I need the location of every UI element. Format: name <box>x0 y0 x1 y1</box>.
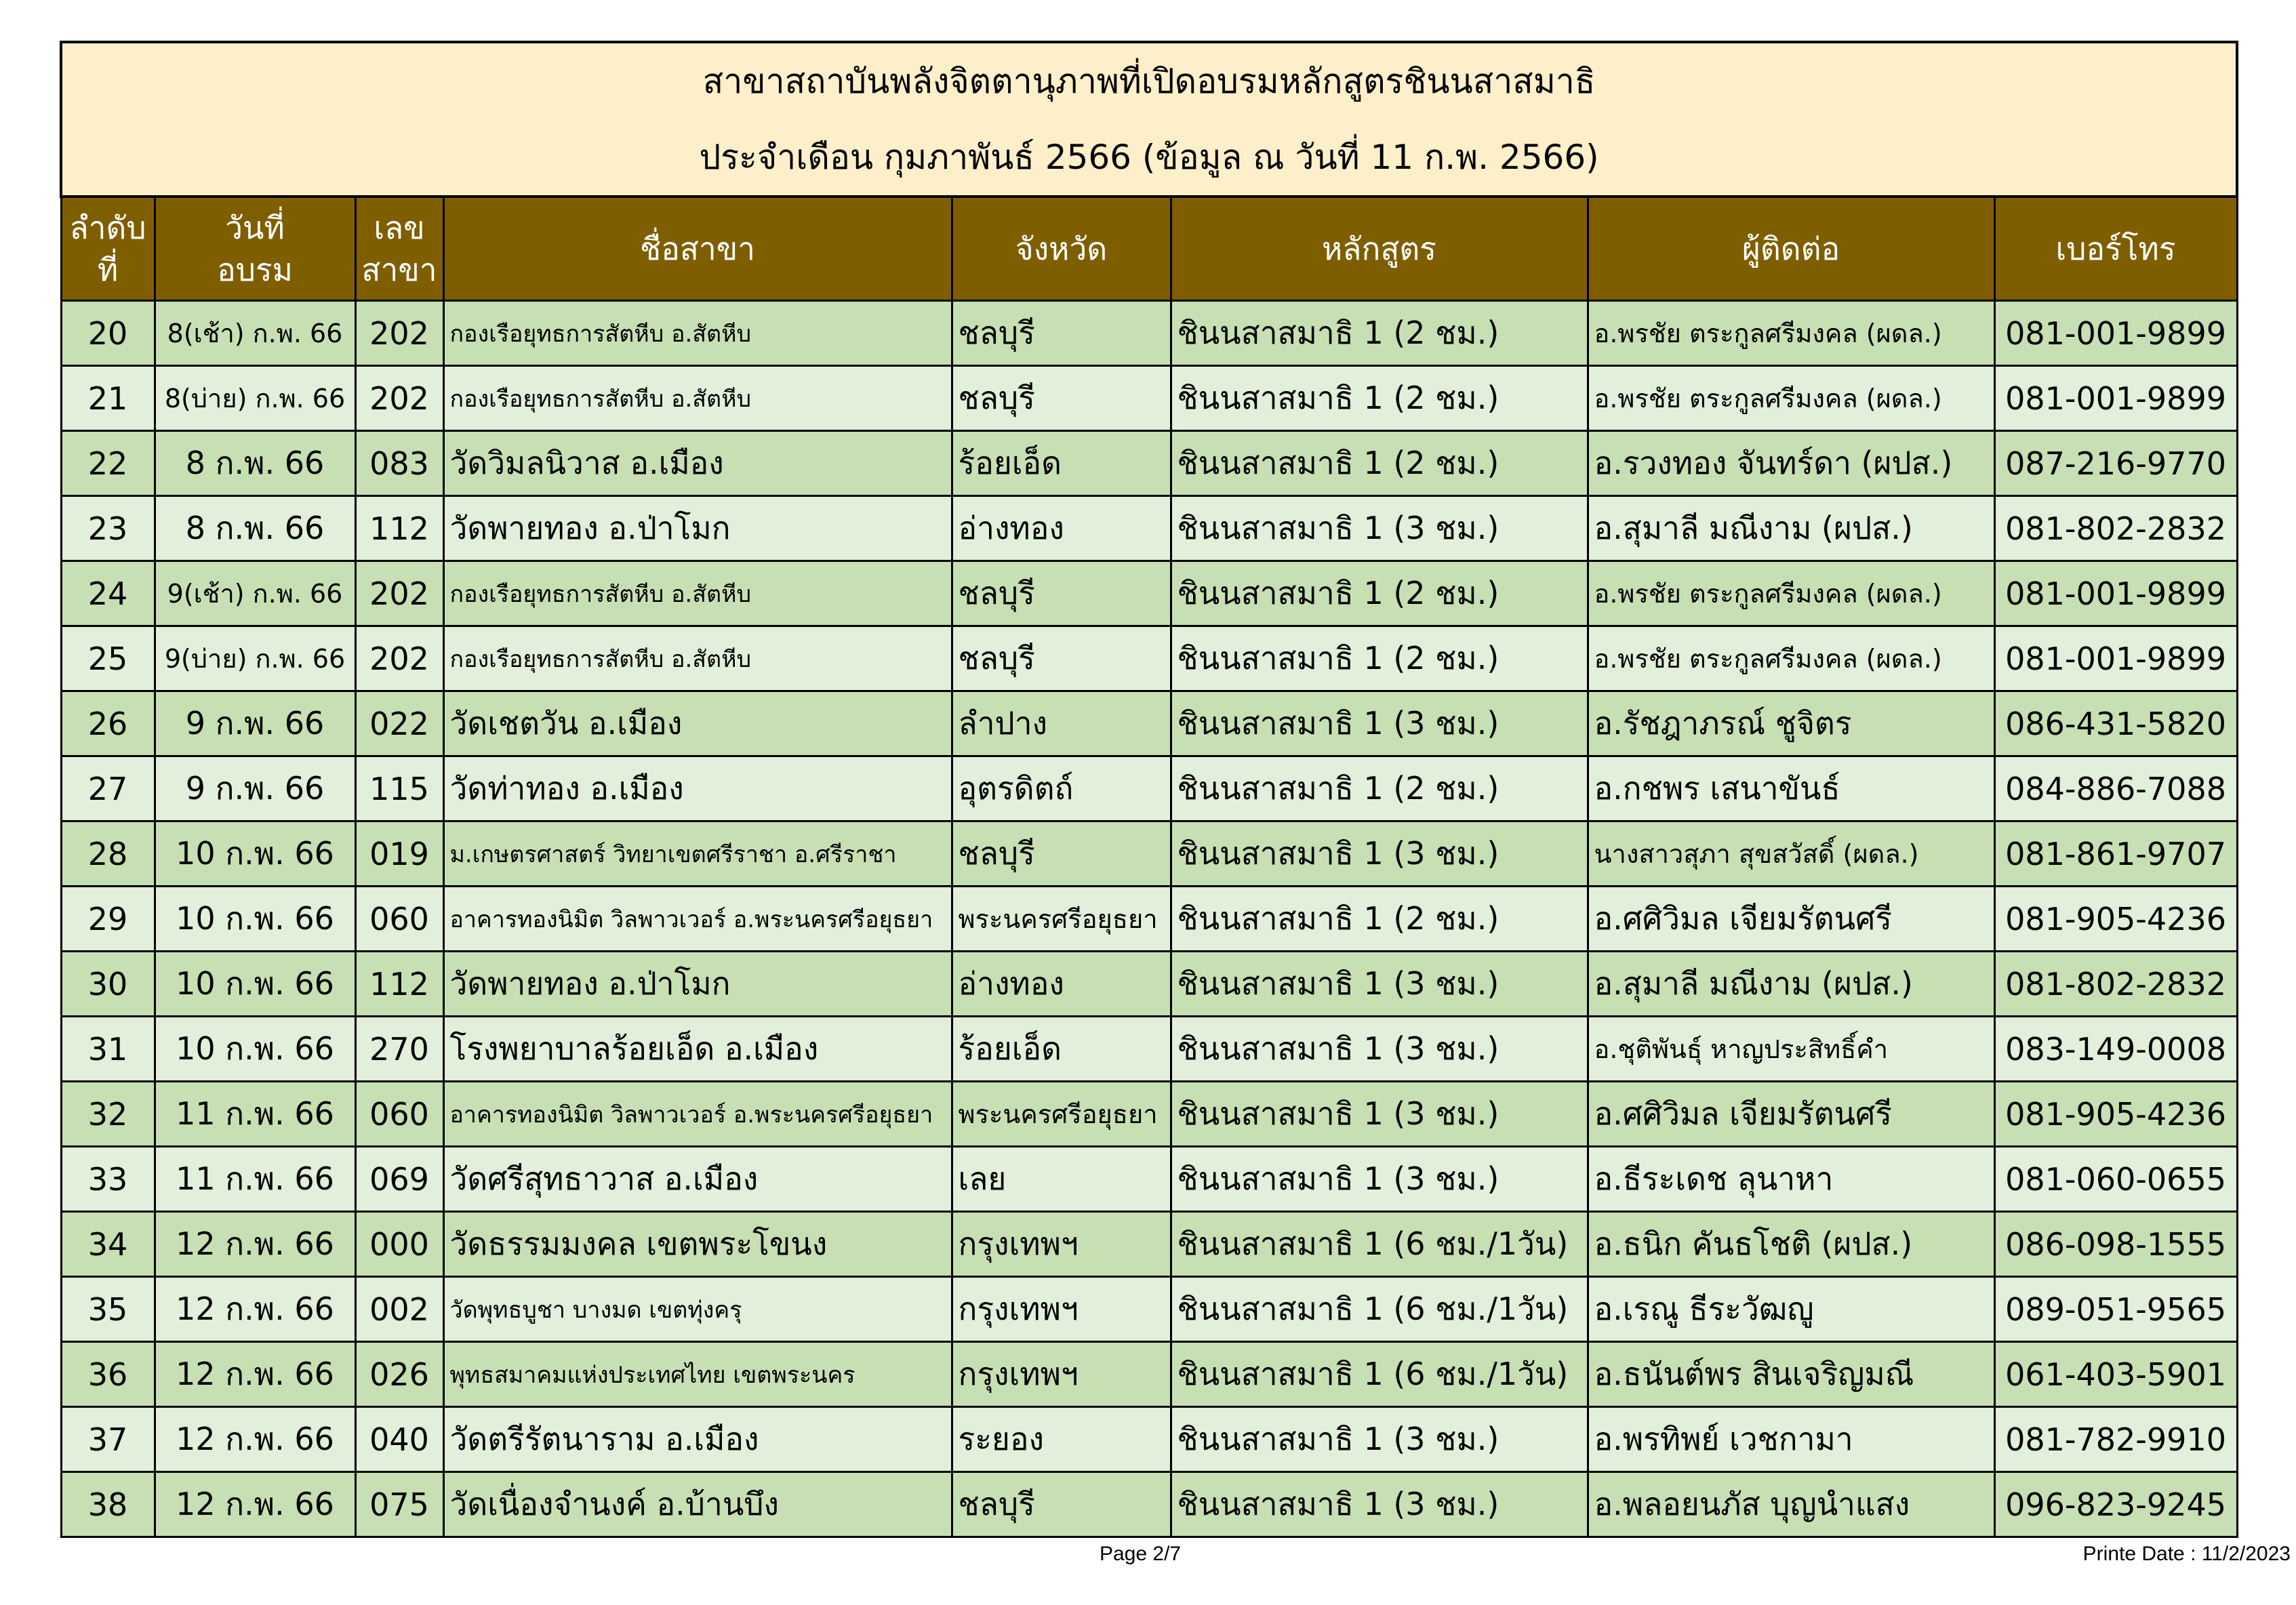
table-row <box>61 821 2237 887</box>
cell-province: กรุงเทพฯ <box>952 1277 1171 1342</box>
cell-province: ร้อยเอ็ด <box>952 431 1171 496</box>
header-seq <box>61 197 155 301</box>
cell-branch-no: 000 <box>355 1212 443 1277</box>
title-row <box>61 42 2237 197</box>
cell-branch-no: 115 <box>355 756 443 821</box>
cell-course: ชินนสาสมาธิ 1 (3 ชม.) <box>1171 1147 1588 1212</box>
table-row <box>61 561 2237 626</box>
table-row <box>61 1147 2237 1212</box>
cell-date: 12 ก.พ. 66 <box>155 1407 355 1472</box>
schedule-sheet <box>60 41 2236 1538</box>
table-row <box>61 1342 2237 1407</box>
cell-branch-no: 026 <box>355 1342 443 1407</box>
cell-phone: 081-802-2832 <box>1994 952 2237 1017</box>
cell-province: กรุงเทพฯ <box>952 1342 1171 1407</box>
cell-branch-name: พุทธสมาคมแห่งประเทศไทย เขตพระนคร <box>443 1342 952 1407</box>
cell-contact: อ.พรชัย ตระกูลศรีมงคล (ผดล.) <box>1588 301 1994 366</box>
header-date-line2: อบรม <box>217 251 293 288</box>
cell-date: 12 ก.พ. 66 <box>155 1277 355 1342</box>
cell-branch-no: 060 <box>355 1082 443 1147</box>
cell-contact: อ.พรทิพย์ เวชกามา <box>1588 1407 1994 1472</box>
cell-course: ชินนสาสมาธิ 1 (3 ชม.) <box>1171 1017 1588 1082</box>
cell-contact: อ.พรชัย ตระกูลศรีมงคล (ผดล.) <box>1588 626 1994 691</box>
cell-province: ชลบุรี <box>952 821 1171 887</box>
table-body <box>61 301 2237 1537</box>
cell-course: ชินนสาสมาธิ 1 (2 ชม.) <box>1171 366 1588 431</box>
cell-date: 8 ก.พ. 66 <box>155 496 355 561</box>
cell-branch-name: อาคารทองนิมิต วิลพาวเวอร์ อ.พระนครศรีอยุธยา <box>443 887 952 952</box>
cell-course: ชินนสาสมาธิ 1 (3 ชม.) <box>1171 496 1588 561</box>
cell-date: 12 ก.พ. 66 <box>155 1472 355 1537</box>
header-branch-no <box>355 197 443 301</box>
cell-course: ชินนสาสมาธิ 1 (2 ชม.) <box>1171 887 1588 952</box>
cell-province: เลย <box>952 1147 1171 1212</box>
cell-branch-no: 202 <box>355 561 443 626</box>
cell-seq: 34 <box>61 1212 155 1277</box>
header-contact: ผู้ติดต่อ <box>1588 197 1994 301</box>
cell-province: ชลบุรี <box>952 626 1171 691</box>
cell-course: ชินนสาสมาธิ 1 (3 ชม.) <box>1171 1472 1588 1537</box>
cell-phone: 089-051-9565 <box>1994 1277 2237 1342</box>
cell-branch-no: 040 <box>355 1407 443 1472</box>
cell-seq: 24 <box>61 561 155 626</box>
cell-branch-name: อาคารทองนิมิต วิลพาวเวอร์ อ.พระนครศรีอยุธยา <box>443 1082 952 1147</box>
cell-phone: 081-861-9707 <box>1994 821 2237 887</box>
cell-branch-name: วัดศรีสุทธาวาส อ.เมือง <box>443 1147 952 1212</box>
cell-province: ร้อยเอ็ด <box>952 1017 1171 1082</box>
cell-province: อุตรดิตถ์ <box>952 756 1171 821</box>
cell-province: อ่างทอง <box>952 952 1171 1017</box>
table-row <box>61 756 2237 821</box>
table-row <box>61 1277 2237 1342</box>
header-row <box>61 197 2237 301</box>
cell-seq: 36 <box>61 1342 155 1407</box>
cell-province: ชลบุรี <box>952 561 1171 626</box>
table-row <box>61 366 2237 431</box>
cell-contact: อ.รัชฎาภรณ์ ชูจิตร <box>1588 691 1994 756</box>
cell-branch-no: 112 <box>355 952 443 1017</box>
cell-contact: อ.ศศิวิมล เจียมรัตนศรี <box>1588 1082 1994 1147</box>
cell-province: พระนครศรีอยุธยา <box>952 887 1171 952</box>
cell-date: 11 ก.พ. 66 <box>155 1147 355 1212</box>
cell-date: 9(บ่าย) ก.พ. 66 <box>155 626 355 691</box>
cell-date: 9(เช้า) ก.พ. 66 <box>155 561 355 626</box>
cell-contact: อ.ศศิวิมล เจียมรัตนศรี <box>1588 887 1994 952</box>
cell-seq: 22 <box>61 431 155 496</box>
cell-course: ชินนสาสมาธิ 1 (2 ชม.) <box>1171 561 1588 626</box>
cell-seq: 26 <box>61 691 155 756</box>
table-row <box>61 887 2237 952</box>
cell-branch-no: 060 <box>355 887 443 952</box>
cell-phone: 084-886-7088 <box>1994 756 2237 821</box>
cell-seq: 33 <box>61 1147 155 1212</box>
cell-phone: 083-149-0008 <box>1994 1017 2237 1082</box>
cell-seq: 27 <box>61 756 155 821</box>
cell-province: ชลบุรี <box>952 301 1171 366</box>
cell-date: 9 ก.พ. 66 <box>155 756 355 821</box>
header-branch-no-line2: สาขา <box>361 251 437 288</box>
cell-province: ลำปาง <box>952 691 1171 756</box>
cell-course: ชินนสาสมาธิ 1 (6 ชม./1วัน) <box>1171 1212 1588 1277</box>
cell-branch-name: วัดท่าทอง อ.เมือง <box>443 756 952 821</box>
cell-branch-name: กองเรือยุทธการสัตหีบ อ.สัตหีบ <box>443 561 952 626</box>
header-date <box>155 197 355 301</box>
cell-contact: อ.ธีระเดช ลุนาหา <box>1588 1147 1994 1212</box>
table-row <box>61 431 2237 496</box>
cell-seq: 20 <box>61 301 155 366</box>
cell-date: 9 ก.พ. 66 <box>155 691 355 756</box>
cell-branch-no: 022 <box>355 691 443 756</box>
cell-contact: อ.สุมาลี มณีงาม (ผปส.) <box>1588 496 1994 561</box>
cell-branch-no: 270 <box>355 1017 443 1082</box>
cell-contact: อ.พรชัย ตระกูลศรีมงคล (ผดล.) <box>1588 561 1994 626</box>
cell-contact: อ.ธนิก คันธโชติ (ผปส.) <box>1588 1212 1994 1277</box>
cell-phone: 081-782-9910 <box>1994 1407 2237 1472</box>
cell-seq: 28 <box>61 821 155 887</box>
cell-province: ชลบุรี <box>952 366 1171 431</box>
cell-branch-name: วัดพุทธบูชา บางมด เขตทุ่งครุ <box>443 1277 952 1342</box>
cell-date: 10 ก.พ. 66 <box>155 887 355 952</box>
cell-branch-name: วัดพายทอง อ.ป่าโมก <box>443 952 952 1017</box>
cell-contact: อ.ชุติพันธุ์ หาญประสิทธิ์คำ <box>1588 1017 1994 1082</box>
cell-province: ชลบุรี <box>952 1472 1171 1537</box>
cell-date: 12 ก.พ. 66 <box>155 1342 355 1407</box>
cell-province: กรุงเทพฯ <box>952 1212 1171 1277</box>
cell-phone: 081-001-9899 <box>1994 366 2237 431</box>
cell-phone: 061-403-5901 <box>1994 1342 2237 1407</box>
cell-branch-name: วัดธรรมมงคล เขตพระโขนง <box>443 1212 952 1277</box>
cell-date: 8(บ่าย) ก.พ. 66 <box>155 366 355 431</box>
cell-seq: 35 <box>61 1277 155 1342</box>
cell-branch-no: 075 <box>355 1472 443 1537</box>
cell-date: 11 ก.พ. 66 <box>155 1082 355 1147</box>
cell-phone: 081-905-4236 <box>1994 1082 2237 1147</box>
cell-date: 8 ก.พ. 66 <box>155 431 355 496</box>
cell-branch-name: วัดเนื่องจำนงค์ อ.บ้านบึง <box>443 1472 952 1537</box>
cell-course: ชินนสาสมาธิ 1 (6 ชม./1วัน) <box>1171 1277 1588 1342</box>
cell-branch-no: 069 <box>355 1147 443 1212</box>
header-date-line1: วันที่ <box>225 209 285 246</box>
table-row <box>61 301 2237 366</box>
cell-course: ชินนสาสมาธิ 1 (6 ชม./1วัน) <box>1171 1342 1588 1407</box>
schedule-table <box>60 41 2238 1538</box>
table-row <box>61 1082 2237 1147</box>
header-course: หลักสูตร <box>1171 197 1588 301</box>
table-row <box>61 1212 2237 1277</box>
cell-contact: อ.พลอยนภัส บุญนำแสง <box>1588 1472 1994 1537</box>
cell-contact: อ.เรณู ธีระวัฒญู <box>1588 1277 1994 1342</box>
cell-date: 10 ก.พ. 66 <box>155 821 355 887</box>
table-row <box>61 1472 2237 1537</box>
cell-branch-no: 019 <box>355 821 443 887</box>
cell-phone: 086-431-5820 <box>1994 691 2237 756</box>
cell-seq: 32 <box>61 1082 155 1147</box>
cell-province: อ่างทอง <box>952 496 1171 561</box>
cell-branch-name: วัดตรีรัตนาราม อ.เมือง <box>443 1407 952 1472</box>
cell-seq: 25 <box>61 626 155 691</box>
table-row <box>61 691 2237 756</box>
header-province: จังหวัด <box>952 197 1171 301</box>
cell-branch-no: 202 <box>355 301 443 366</box>
cell-contact: อ.พรชัย ตระกูลศรีมงคล (ผดล.) <box>1588 366 1994 431</box>
cell-phone: 081-001-9899 <box>1994 561 2237 626</box>
cell-course: ชินนสาสมาธิ 1 (3 ชม.) <box>1171 1407 1588 1472</box>
cell-course: ชินนสาสมาธิ 1 (3 ชม.) <box>1171 952 1588 1017</box>
cell-seq: 29 <box>61 887 155 952</box>
cell-province: พระนครศรีอยุธยา <box>952 1082 1171 1147</box>
header-seq-line1: ลำดับ <box>69 209 146 246</box>
cell-course: ชินนสาสมาธิ 1 (2 ชม.) <box>1171 756 1588 821</box>
cell-date: 8(เช้า) ก.พ. 66 <box>155 301 355 366</box>
cell-phone: 081-001-9899 <box>1994 301 2237 366</box>
title-line-1: สาขาสถาบันพลังจิตตานุภาพที่เปิดอบรมหลักสูตรชินนสาสมาธิ <box>702 62 1596 101</box>
cell-course: ชินนสาสมาธิ 1 (2 ชม.) <box>1171 626 1588 691</box>
cell-date: 10 ก.พ. 66 <box>155 952 355 1017</box>
cell-phone: 086-098-1555 <box>1994 1212 2237 1277</box>
print-date: Printe Date : 11/2/2023 <box>2082 1543 2291 1565</box>
cell-branch-name: วัดวิมลนิวาส อ.เมือง <box>443 431 952 496</box>
cell-course: ชินนสาสมาธิ 1 (2 ชม.) <box>1171 431 1588 496</box>
table-row <box>61 626 2237 691</box>
cell-contact: อ.สุมาลี มณีงาม (ผปส.) <box>1588 952 1994 1017</box>
table-row <box>61 952 2237 1017</box>
cell-branch-name: วัดพายทอง อ.ป่าโมก <box>443 496 952 561</box>
cell-contact: อ.รวงทอง จันทร์ดา (ผปส.) <box>1588 431 1994 496</box>
cell-branch-name: กองเรือยุทธการสัตหีบ อ.สัตหีบ <box>443 626 952 691</box>
page-number: Page 2/7 <box>1100 1543 1182 1565</box>
header-branch-no-line1: เลข <box>374 209 425 246</box>
cell-branch-no: 002 <box>355 1277 443 1342</box>
title-cell <box>61 42 2237 197</box>
cell-phone: 087-216-9770 <box>1994 431 2237 496</box>
cell-contact: นางสาวสุภา สุขสวัสดิ์ (ผดล.) <box>1588 821 1994 887</box>
cell-branch-name: วัดเชตวัน อ.เมือง <box>443 691 952 756</box>
cell-course: ชินนสาสมาธิ 1 (2 ชม.) <box>1171 301 1588 366</box>
cell-province: ระยอง <box>952 1407 1171 1472</box>
cell-branch-no: 202 <box>355 366 443 431</box>
cell-date: 12 ก.พ. 66 <box>155 1212 355 1277</box>
table-row <box>61 496 2237 561</box>
header-phone: เบอร์โทร <box>1994 197 2237 301</box>
title-line-2: ประจำเดือน กุมภาพันธ์ 2566 (ข้อมูล ณ วันที่ 11 ก.พ. 2566) <box>699 138 1599 177</box>
cell-phone: 081-905-4236 <box>1994 887 2237 952</box>
cell-course: ชินนสาสมาธิ 1 (3 ชม.) <box>1171 821 1588 887</box>
cell-branch-name: กองเรือยุทธการสัตหีบ อ.สัตหีบ <box>443 301 952 366</box>
cell-seq: 30 <box>61 952 155 1017</box>
table-row <box>61 1017 2237 1082</box>
cell-seq: 38 <box>61 1472 155 1537</box>
cell-branch-no: 112 <box>355 496 443 561</box>
cell-date: 10 ก.พ. 66 <box>155 1017 355 1082</box>
cell-phone: 081-060-0655 <box>1994 1147 2237 1212</box>
cell-branch-name: โรงพยาบาลร้อยเอ็ด อ.เมือง <box>443 1017 952 1082</box>
cell-phone: 081-802-2832 <box>1994 496 2237 561</box>
table-row <box>61 1407 2237 1472</box>
cell-branch-no: 083 <box>355 431 443 496</box>
cell-branch-name: กองเรือยุทธการสัตหีบ อ.สัตหีบ <box>443 366 952 431</box>
cell-seq: 23 <box>61 496 155 561</box>
cell-contact: อ.ธนันต์พร สินเจริญมณี <box>1588 1342 1994 1407</box>
cell-course: ชินนสาสมาธิ 1 (3 ชม.) <box>1171 1082 1588 1147</box>
cell-branch-no: 202 <box>355 626 443 691</box>
header-branch-name: ชื่อสาขา <box>443 197 952 301</box>
cell-branch-name: ม.เกษตรศาสตร์ วิทยาเขตศรีราชา อ.ศรีราชา <box>443 821 952 887</box>
cell-phone: 081-001-9899 <box>1994 626 2237 691</box>
cell-seq: 21 <box>61 366 155 431</box>
cell-course: ชินนสาสมาธิ 1 (3 ชม.) <box>1171 691 1588 756</box>
cell-seq: 31 <box>61 1017 155 1082</box>
cell-seq: 37 <box>61 1407 155 1472</box>
header-seq-line2: ที่ <box>97 251 119 288</box>
cell-phone: 096-823-9245 <box>1994 1472 2237 1537</box>
cell-contact: อ.กชพร เสนาขันธ์ <box>1588 756 1994 821</box>
